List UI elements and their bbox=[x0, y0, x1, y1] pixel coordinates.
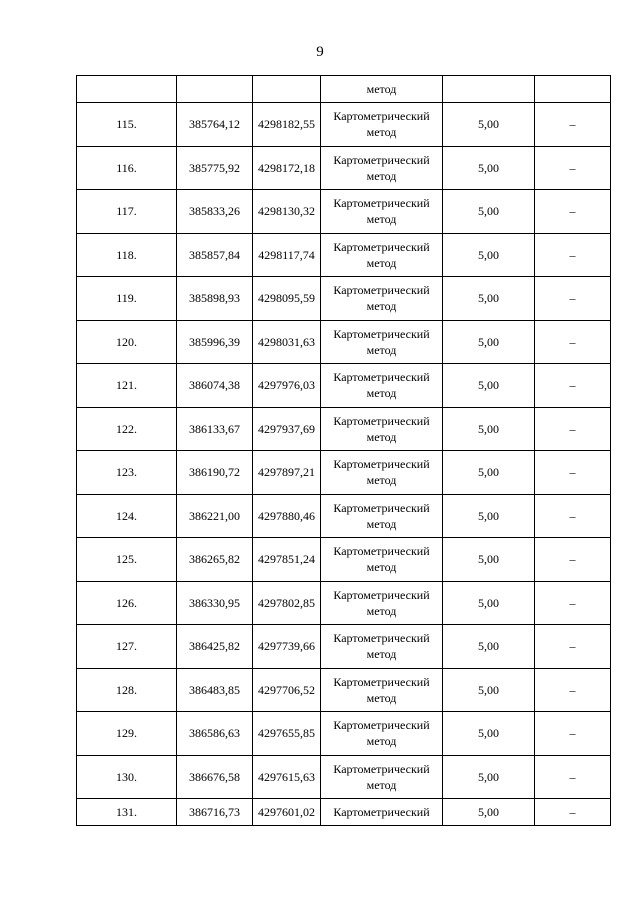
x-coordinate: 385775,92 bbox=[177, 146, 253, 190]
method-line-1: Картометрический bbox=[333, 587, 430, 602]
method-line-2: метод bbox=[366, 777, 397, 792]
table-row bbox=[77, 494, 611, 538]
point-number: 126. bbox=[77, 581, 177, 625]
y-coordinate: 4297937,69 bbox=[253, 407, 321, 451]
method-line-2: метод bbox=[366, 516, 397, 531]
method-line-2: метод bbox=[366, 603, 397, 618]
method-line-1: Картометрический bbox=[333, 196, 430, 211]
table-row bbox=[77, 364, 611, 408]
method-line-1: Картометрический bbox=[333, 457, 430, 472]
method-line-1: Картометрический bbox=[333, 544, 430, 559]
method-line-1: Картометрический bbox=[333, 674, 430, 689]
method-cell bbox=[321, 625, 443, 669]
note-dash: – bbox=[535, 103, 611, 147]
x-coordinate: 386190,72 bbox=[177, 451, 253, 495]
y-cell bbox=[253, 76, 321, 103]
accuracy-value: 5,00 bbox=[443, 581, 535, 625]
y-coordinate: 4297880,46 bbox=[253, 494, 321, 538]
method-cell: Картометрический bbox=[321, 799, 443, 826]
x-coordinate: 385996,39 bbox=[177, 320, 253, 364]
method-cell bbox=[321, 755, 443, 799]
method-line-1: Картометрический bbox=[333, 370, 430, 385]
table-row bbox=[77, 103, 611, 147]
point-number: 129. bbox=[77, 712, 177, 756]
x-coordinate: 385898,93 bbox=[177, 277, 253, 321]
x-coordinate: 386716,73 bbox=[177, 799, 253, 826]
method-line-1: Картометрический bbox=[333, 500, 430, 515]
method-line-1: Картометрический bbox=[333, 109, 430, 124]
accuracy-value: 5,00 bbox=[443, 190, 535, 234]
accuracy-value: 5,00 bbox=[443, 538, 535, 582]
note-dash: – bbox=[535, 451, 611, 495]
table-row bbox=[77, 451, 611, 495]
x-coordinate: 386425,82 bbox=[177, 625, 253, 669]
method-line-1: Картометрический bbox=[333, 283, 430, 298]
x-cell bbox=[177, 76, 253, 103]
method-cell bbox=[321, 146, 443, 190]
point-number: 125. bbox=[77, 538, 177, 582]
table-row bbox=[77, 668, 611, 712]
table-row bbox=[77, 538, 611, 582]
table-row bbox=[77, 407, 611, 451]
x-coordinate: 386221,00 bbox=[177, 494, 253, 538]
method-cell bbox=[321, 277, 443, 321]
note-dash: – bbox=[535, 277, 611, 321]
note-dash: – bbox=[535, 320, 611, 364]
table-row bbox=[77, 190, 611, 234]
method-cell bbox=[321, 364, 443, 408]
method-cell bbox=[321, 668, 443, 712]
method-cell bbox=[321, 494, 443, 538]
point-number: 131. bbox=[77, 799, 177, 826]
method-line-2: метод bbox=[366, 168, 397, 183]
table-row bbox=[77, 799, 611, 826]
method-line-2: метод bbox=[366, 255, 397, 270]
note-dash: – bbox=[535, 799, 611, 826]
accuracy-value: 5,00 bbox=[443, 755, 535, 799]
page-number: 9 bbox=[316, 44, 324, 60]
point-number: 116. bbox=[77, 146, 177, 190]
method-cell: метод bbox=[321, 76, 443, 103]
point-number: 128. bbox=[77, 668, 177, 712]
method-line-2: метод bbox=[366, 342, 397, 357]
note-dash: – bbox=[535, 668, 611, 712]
note-dash: – bbox=[535, 233, 611, 277]
method-cell bbox=[321, 451, 443, 495]
accuracy-value: 5,00 bbox=[443, 277, 535, 321]
y-coordinate: 4298117,74 bbox=[253, 233, 321, 277]
y-coordinate: 4297615,63 bbox=[253, 755, 321, 799]
method-line-1: Картометрический bbox=[333, 718, 430, 733]
point-number: 117. bbox=[77, 190, 177, 234]
table-row bbox=[77, 625, 611, 669]
accuracy-value: 5,00 bbox=[443, 451, 535, 495]
table-row bbox=[77, 581, 611, 625]
note-cell bbox=[535, 76, 611, 103]
point-number: 123. bbox=[77, 451, 177, 495]
y-coordinate: 4298095,59 bbox=[253, 277, 321, 321]
y-coordinate: 4298182,55 bbox=[253, 103, 321, 147]
method-line-2: метод bbox=[366, 386, 397, 401]
point-number: 119. bbox=[77, 277, 177, 321]
note-dash: – bbox=[535, 538, 611, 582]
point-number: 130. bbox=[77, 755, 177, 799]
y-coordinate: 4297976,03 bbox=[253, 364, 321, 408]
x-coordinate: 386676,58 bbox=[177, 755, 253, 799]
method-line-1: Картометрический bbox=[333, 152, 430, 167]
y-coordinate: 4298031,63 bbox=[253, 320, 321, 364]
method-cell bbox=[321, 320, 443, 364]
method-cell bbox=[321, 407, 443, 451]
x-coordinate: 386133,67 bbox=[177, 407, 253, 451]
method-line-1: Картометрический bbox=[333, 326, 430, 341]
table-row bbox=[77, 320, 611, 364]
x-coordinate: 385857,84 bbox=[177, 233, 253, 277]
method-cell bbox=[321, 190, 443, 234]
point-number: 124. bbox=[77, 494, 177, 538]
table-row bbox=[77, 712, 611, 756]
method-line-2: метод bbox=[366, 647, 397, 662]
note-dash: – bbox=[535, 146, 611, 190]
y-coordinate: 4297851,24 bbox=[253, 538, 321, 582]
y-coordinate: 4298130,32 bbox=[253, 190, 321, 234]
point-number: 118. bbox=[77, 233, 177, 277]
point-number: 122. bbox=[77, 407, 177, 451]
accuracy-value: 5,00 bbox=[443, 712, 535, 756]
method-cell bbox=[321, 581, 443, 625]
note-dash: – bbox=[535, 625, 611, 669]
num-cell bbox=[77, 76, 177, 103]
method-cell bbox=[321, 538, 443, 582]
point-number: 121. bbox=[77, 364, 177, 408]
accuracy-value: 5,00 bbox=[443, 799, 535, 826]
continuation-row bbox=[77, 76, 611, 103]
accuracy-value: 5,00 bbox=[443, 625, 535, 669]
accuracy-value: 5,00 bbox=[443, 668, 535, 712]
note-dash: – bbox=[535, 190, 611, 234]
method-line-2: метод bbox=[366, 212, 397, 227]
x-coordinate: 386483,85 bbox=[177, 668, 253, 712]
coordinates-table bbox=[76, 75, 611, 826]
y-coordinate: 4297706,52 bbox=[253, 668, 321, 712]
accuracy-value: 5,00 bbox=[443, 407, 535, 451]
table-row bbox=[77, 755, 611, 799]
x-coordinate: 385833,26 bbox=[177, 190, 253, 234]
table-row bbox=[77, 277, 611, 321]
method-line-2: метод bbox=[366, 690, 397, 705]
method-line-1: Картометрический bbox=[333, 631, 430, 646]
y-coordinate: 4297897,21 bbox=[253, 451, 321, 495]
accuracy-value: 5,00 bbox=[443, 146, 535, 190]
method-line-2: метод bbox=[366, 299, 397, 314]
accuracy-value: 5,00 bbox=[443, 320, 535, 364]
table-row bbox=[77, 233, 611, 277]
y-coordinate: 4298172,18 bbox=[253, 146, 321, 190]
x-coordinate: 386265,82 bbox=[177, 538, 253, 582]
accuracy-value: 5,00 bbox=[443, 494, 535, 538]
y-coordinate: 4297802,85 bbox=[253, 581, 321, 625]
x-coordinate: 386586,63 bbox=[177, 712, 253, 756]
accuracy-cell bbox=[443, 76, 535, 103]
note-dash: – bbox=[535, 494, 611, 538]
method-line-2: метод bbox=[366, 473, 397, 488]
y-coordinate: 4297601,02 bbox=[253, 799, 321, 826]
note-dash: – bbox=[535, 712, 611, 756]
note-dash: – bbox=[535, 755, 611, 799]
y-coordinate: 4297655,85 bbox=[253, 712, 321, 756]
y-coordinate: 4297739,66 bbox=[253, 625, 321, 669]
method-line-1: Картометрический bbox=[333, 239, 430, 254]
accuracy-value: 5,00 bbox=[443, 364, 535, 408]
accuracy-value: 5,00 bbox=[443, 103, 535, 147]
note-dash: – bbox=[535, 407, 611, 451]
x-coordinate: 386074,38 bbox=[177, 364, 253, 408]
method-line-2: метод bbox=[366, 560, 397, 575]
method-line-2: метод bbox=[366, 429, 397, 444]
table-row bbox=[77, 146, 611, 190]
x-coordinate: 385764,12 bbox=[177, 103, 253, 147]
method-line-2: метод bbox=[366, 125, 397, 140]
method-line-1: Картометрический bbox=[333, 761, 430, 776]
method-cell bbox=[321, 233, 443, 277]
note-dash: – bbox=[535, 364, 611, 408]
note-dash: – bbox=[535, 581, 611, 625]
accuracy-value: 5,00 bbox=[443, 233, 535, 277]
method-cell bbox=[321, 712, 443, 756]
x-coordinate: 386330,95 bbox=[177, 581, 253, 625]
method-cell bbox=[321, 103, 443, 147]
method-line-2: метод bbox=[366, 734, 397, 749]
point-number: 127. bbox=[77, 625, 177, 669]
method-line-1: Картометрический bbox=[333, 413, 430, 428]
point-number: 115. bbox=[77, 103, 177, 147]
point-number: 120. bbox=[77, 320, 177, 364]
